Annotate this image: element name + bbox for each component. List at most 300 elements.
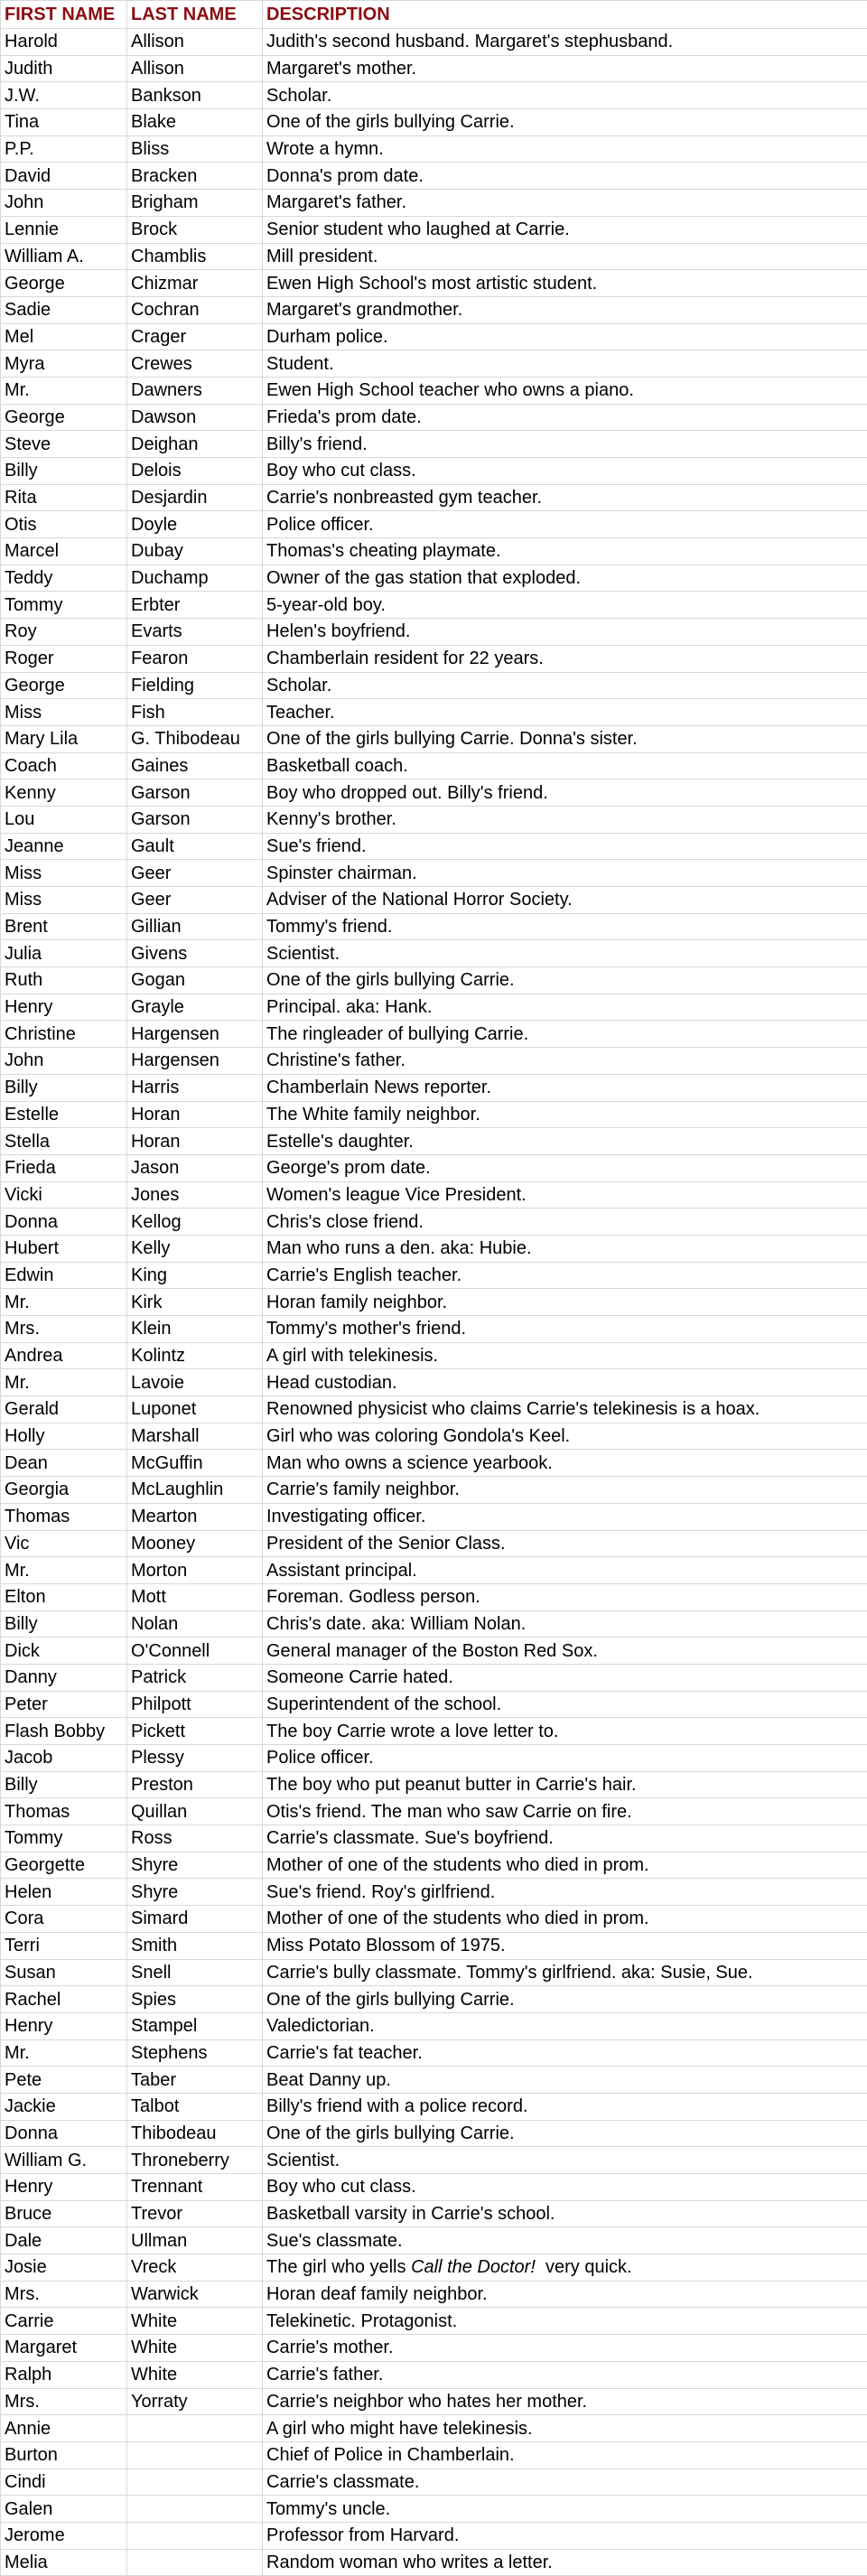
first-name-cell[interactable]: Estelle [1,1101,127,1128]
description-cell[interactable]: Sue's friend. Roy's girlfriend. [263,1879,867,1906]
description-cell[interactable]: Carrie's mother. [263,2335,867,2362]
first-name-cell[interactable]: Stella [1,1128,127,1155]
description-cell[interactable]: One of the girls bullying Carrie. [263,109,867,136]
last-name-cell[interactable]: Morton [127,1557,263,1584]
description-cell[interactable]: Sue's classmate. [263,2227,867,2254]
first-name-cell[interactable]: Miss [1,699,127,726]
first-name-cell[interactable]: William G. [1,2147,127,2174]
description-cell[interactable]: Foreman. Godless person. [263,1583,867,1610]
description-cell[interactable]: Tommy's friend. [263,913,867,940]
description-cell[interactable]: Carrie's family neighbor. [263,1477,867,1504]
description-cell[interactable]: Carrie's English teacher. [263,1262,867,1289]
last-name-cell[interactable]: Stephens [127,2039,263,2067]
first-name-cell[interactable]: Teddy [1,565,127,592]
last-name-cell[interactable]: Harris [127,1074,263,1101]
description-cell[interactable]: Chamberlain News reporter. [263,1074,867,1101]
last-name-cell[interactable]: Pickett [127,1718,263,1745]
first-name-cell[interactable]: Rachel [1,1986,127,2013]
first-name-cell[interactable]: Ralph [1,2361,127,2388]
first-name-cell[interactable]: Mary Lila [1,725,127,752]
description-cell[interactable]: Margaret's father. [263,190,867,217]
description-cell[interactable]: Scholar. [263,82,867,109]
last-name-cell[interactable]: Yorraty [127,2388,263,2415]
last-name-cell[interactable]: Taber [127,2067,263,2094]
last-name-cell[interactable]: Gogan [127,967,263,994]
description-cell[interactable]: Carrie's father. [263,2361,867,2388]
last-name-cell[interactable]: Spies [127,1986,263,2013]
first-name-cell[interactable]: Donna [1,2120,127,2147]
first-name-cell[interactable]: Coach [1,752,127,779]
last-name-cell[interactable]: Kellog [127,1209,263,1236]
first-name-cell[interactable]: Thomas [1,1503,127,1530]
last-name-cell[interactable]: Bliss [127,135,263,163]
description-cell[interactable]: Margaret's grandmother. [263,296,867,323]
first-name-cell[interactable]: Jeanne [1,833,127,860]
first-name-cell[interactable]: John [1,1048,127,1075]
description-cell[interactable]: Police officer. [263,1745,867,1772]
first-name-cell[interactable]: Sadie [1,296,127,323]
description-cell[interactable]: A girl who might have telekinesis. [263,2415,867,2442]
description-cell[interactable]: A girl with telekinesis. [263,1342,867,1369]
description-cell[interactable]: Student. [263,350,867,378]
last-name-cell[interactable]: Brock [127,216,263,243]
description-cell[interactable]: Judith's second husband. Margaret's stephusband. [263,29,867,56]
last-name-cell[interactable]: Thibodeau [127,2120,263,2147]
table-row [1,1235,867,1262]
last-name-cell[interactable]: Plessy [127,1745,263,1772]
last-name-cell[interactable]: Kirk [127,1289,263,1316]
first-name-cell[interactable]: Mr. [1,1369,127,1396]
description-cell[interactable]: Basketball coach. [263,752,867,779]
first-name-cell[interactable]: Otis [1,511,127,538]
last-name-cell[interactable]: Warwick [127,2281,263,2308]
first-name-cell[interactable]: Billy [1,1771,127,1798]
first-name-cell[interactable]: Bruce [1,2200,127,2227]
first-name-header[interactable]: FIRST NAME [1,1,127,29]
last-name-cell[interactable]: Desjardin [127,484,263,511]
first-name-cell[interactable]: Billy [1,1610,127,1638]
table-row [1,725,867,752]
first-name-cell[interactable]: George [1,270,127,297]
last-name-cell[interactable] [127,2469,263,2496]
first-name-cell[interactable]: Peter [1,1691,127,1718]
first-name-cell[interactable]: Billy [1,458,127,485]
last-name-cell[interactable]: Trevor [127,2200,263,2227]
last-name-cell[interactable]: White [127,2308,263,2335]
description-cell[interactable]: Tommy's uncle. [263,2496,867,2523]
description-cell[interactable]: Principal. aka: Hank. [263,994,867,1021]
last-name-cell[interactable]: Trennant [127,2174,263,2201]
first-name-cell[interactable]: Rita [1,484,127,511]
last-name-cell[interactable]: Stampel [127,2012,263,2039]
first-name-cell[interactable]: P.P. [1,135,127,163]
last-name-cell[interactable]: Luponet [127,1396,263,1423]
first-name-cell[interactable]: Frieda [1,1154,127,1181]
last-name-cell[interactable]: Crager [127,323,263,350]
first-name-cell[interactable]: Jacob [1,1745,127,1772]
first-name-cell[interactable]: Helen [1,1879,127,1906]
description-cell[interactable]: Police officer. [263,511,867,538]
first-name-cell[interactable]: Dale [1,2227,127,2254]
table-row [1,1342,867,1369]
description-cell[interactable]: Women's league Vice President. [263,1181,867,1209]
first-name-cell[interactable]: Mrs. [1,2281,127,2308]
description-cell[interactable]: Horan deaf family neighbor. [263,2281,867,2308]
first-name-cell[interactable]: Galen [1,2496,127,2523]
table-row [1,2522,867,2549]
description-cell[interactable]: Donna's prom date. [263,163,867,190]
first-name-cell[interactable]: John [1,190,127,217]
last-name-cell[interactable]: Mearton [127,1503,263,1530]
first-name-cell[interactable]: Melia [1,2549,127,2576]
description-cell[interactable]: Mother of one of the students who died in prom. [263,1906,867,1933]
description-cell[interactable]: Carrie's nonbreasted gym teacher. [263,484,867,511]
description-cell[interactable]: Ewen High School teacher who owns a piano. [263,377,867,404]
last-name-cell[interactable]: King [127,1262,263,1289]
description-cell[interactable]: One of the girls bullying Carrie. [263,1986,867,2013]
description-cell[interactable]: President of the Senior Class. [263,1530,867,1557]
first-name-cell[interactable]: Mr. [1,1557,127,1584]
first-name-cell[interactable]: Gerald [1,1396,127,1423]
last-name-cell[interactable]: McLaughlin [127,1477,263,1504]
last-name-cell[interactable]: Geer [127,887,263,914]
description-cell[interactable]: Telekinetic. Protagonist. [263,2308,867,2335]
last-name-cell[interactable]: White [127,2361,263,2388]
first-name-cell[interactable]: Christine [1,1021,127,1048]
description-cell[interactable]: Kenny's brother. [263,806,867,833]
description-cell[interactable]: Boy who dropped out. Billy's friend. [263,779,867,807]
last-name-cell[interactable]: Horan [127,1101,263,1128]
first-name-cell[interactable]: Elton [1,1583,127,1610]
last-name-cell[interactable]: Geer [127,860,263,887]
first-name-cell[interactable]: Cindi [1,2469,127,2496]
description-cell[interactable]: General manager of the Boston Red Sox. [263,1638,867,1665]
last-name-cell[interactable]: Chamblis [127,243,263,270]
last-name-cell[interactable] [127,2549,263,2576]
first-name-cell[interactable]: Terri [1,1932,127,1959]
description-cell[interactable]: Adviser of the National Horror Society. [263,887,867,914]
table-row [1,779,867,807]
last-name-cell[interactable]: Snell [127,1959,263,1986]
first-name-cell[interactable]: David [1,163,127,190]
first-name-cell[interactable]: Dean [1,1450,127,1477]
last-name-header[interactable]: LAST NAME [127,1,263,29]
description-cell[interactable]: Estelle's daughter. [263,1128,867,1155]
last-name-cell[interactable]: Allison [127,29,263,56]
description-cell[interactable]: Senior student who laughed at Carrie. [263,216,867,243]
description-cell[interactable]: Billy's friend with a police record. [263,2093,867,2120]
first-name-cell[interactable]: Mrs. [1,1316,127,1343]
last-name-cell[interactable]: Duchamp [127,565,263,592]
description-cell[interactable] [263,2254,867,2282]
first-name-cell[interactable]: Henry [1,994,127,1021]
last-name-cell[interactable] [127,2415,263,2442]
description-cell[interactable]: Someone Carrie hated. [263,1664,867,1691]
first-name-cell[interactable]: Holly [1,1423,127,1450]
description-cell[interactable]: Durham police. [263,323,867,350]
first-name-cell[interactable]: Georgette [1,1852,127,1879]
description-cell[interactable]: Boy who cut class. [263,458,867,485]
last-name-cell[interactable] [127,2522,263,2549]
last-name-cell[interactable]: Gaines [127,752,263,779]
description-cell[interactable]: 5-year-old boy. [263,592,867,619]
first-name-cell[interactable]: Annie [1,2415,127,2442]
description-cell[interactable]: Valedictorian. [263,2012,867,2039]
last-name-cell[interactable]: Patrick [127,1664,263,1691]
first-name-cell[interactable]: Thomas [1,1798,127,1825]
table-row [1,2093,867,2120]
description-header[interactable]: DESCRIPTION [263,1,867,29]
last-name-cell[interactable]: Jones [127,1181,263,1209]
description-cell[interactable]: Sue's friend. [263,833,867,860]
last-name-cell[interactable]: Hargensen [127,1048,263,1075]
description-cell[interactable]: One of the girls bullying Carrie. [263,967,867,994]
last-name-cell[interactable]: Dubay [127,538,263,565]
description-cell[interactable]: Owner of the gas station that exploded. [263,565,867,592]
first-name-cell[interactable]: Donna [1,1209,127,1236]
first-name-cell[interactable]: Jackie [1,2093,127,2120]
description-cell[interactable]: Carrie's fat teacher. [263,2039,867,2067]
last-name-cell[interactable]: O'Connell [127,1638,263,1665]
last-name-cell[interactable]: Fearon [127,645,263,672]
last-name-cell[interactable]: Allison [127,55,263,82]
table-row [1,2335,867,2362]
description-cell[interactable]: Chief of Police in Chamberlain. [263,2441,867,2469]
first-name-cell[interactable]: Hubert [1,1235,127,1262]
description-cell[interactable]: Helen's boyfriend. [263,619,867,646]
description-cell[interactable]: Otis's friend. The man who saw Carrie on fire. [263,1798,867,1825]
last-name-cell[interactable]: Philpott [127,1691,263,1718]
description-cell[interactable]: Assistant principal. [263,1557,867,1584]
table-row [1,1128,867,1155]
first-name-cell[interactable]: Vic [1,1530,127,1557]
description-cell[interactable]: Renowned physicist who claims Carrie's telekinesis is a hoax. [263,1396,867,1423]
first-name-cell[interactable]: Dick [1,1638,127,1665]
last-name-cell[interactable]: Hargensen [127,1021,263,1048]
last-name-cell[interactable]: Gillian [127,913,263,940]
description-cell[interactable]: The ringleader of bullying Carrie. [263,1021,867,1048]
description-cell[interactable]: George's prom date. [263,1154,867,1181]
description-cell[interactable]: Professor from Harvard. [263,2522,867,2549]
description-cell[interactable]: Wrote a hymn. [263,135,867,163]
description-cell[interactable]: Head custodian. [263,1369,867,1396]
last-name-cell[interactable]: Cochran [127,296,263,323]
last-name-cell[interactable]: Kelly [127,1235,263,1262]
first-name-cell[interactable]: Marcel [1,538,127,565]
last-name-cell[interactable]: Fielding [127,672,263,699]
description-cell[interactable]: Beat Danny up. [263,2067,867,2094]
first-name-cell[interactable]: William A. [1,243,127,270]
last-name-cell[interactable]: Vreck [127,2254,263,2282]
first-name-cell[interactable]: Lou [1,806,127,833]
last-name-cell[interactable]: Grayle [127,994,263,1021]
first-name-cell[interactable]: Margaret [1,2335,127,2362]
description-cell[interactable]: Random woman who writes a letter. [263,2549,867,2576]
last-name-cell[interactable]: Fish [127,699,263,726]
last-name-cell[interactable]: Delois [127,458,263,485]
first-name-cell[interactable]: Judith [1,55,127,82]
last-name-cell[interactable]: Lavoie [127,1369,263,1396]
last-name-cell[interactable]: Blake [127,109,263,136]
last-name-cell[interactable]: Dawson [127,404,263,431]
last-name-cell[interactable]: Doyle [127,511,263,538]
first-name-cell[interactable]: Julia [1,940,127,967]
first-name-cell[interactable]: Henry [1,2012,127,2039]
first-name-cell[interactable]: Miss [1,887,127,914]
description-cell[interactable]: The boy who put peanut butter in Carrie's hair. [263,1771,867,1798]
last-name-cell[interactable]: Crewes [127,350,263,378]
description-cell[interactable]: The boy Carrie wrote a love letter to. [263,1718,867,1745]
last-name-cell[interactable]: Gault [127,833,263,860]
first-name-cell[interactable]: Kenny [1,779,127,807]
first-name-cell[interactable]: Vicki [1,1181,127,1209]
description-cell[interactable]: Man who runs a den. aka: Hubie. [263,1235,867,1262]
description-cell[interactable]: Ewen High School's most artistic student. [263,270,867,297]
last-name-cell[interactable]: Brigham [127,190,263,217]
description-cell[interactable]: Scientist. [263,940,867,967]
description-cell[interactable]: Mill president. [263,243,867,270]
first-name-cell[interactable]: Steve [1,431,127,458]
last-name-cell[interactable]: Bankson [127,82,263,109]
description-cell[interactable]: Carrie's classmate. Sue's boyfriend. [263,1825,867,1853]
table-row [1,1262,867,1289]
description-cell[interactable]: Carrie's classmate. [263,2469,867,2496]
first-name-cell[interactable]: Lennie [1,216,127,243]
first-name-cell[interactable]: Mr. [1,2039,127,2067]
last-name-cell[interactable]: Garson [127,806,263,833]
description-cell[interactable]: Frieda's prom date. [263,404,867,431]
description-cell[interactable]: Spinster chairman. [263,860,867,887]
last-name-cell[interactable]: G. Thibodeau [127,725,263,752]
first-name-cell[interactable]: Mrs. [1,2388,127,2415]
description-cell[interactable]: Miss Potato Blossom of 1975. [263,1932,867,1959]
description-cell[interactable]: Superintendent of the school. [263,1691,867,1718]
last-name-cell[interactable]: Marshall [127,1423,263,1450]
first-name-cell[interactable]: Pete [1,2067,127,2094]
first-name-cell[interactable]: Tina [1,109,127,136]
description-cell[interactable]: The White family neighbor. [263,1101,867,1128]
first-name-cell[interactable]: Miss [1,860,127,887]
description-cell[interactable]: Scholar. [263,672,867,699]
first-name-cell[interactable]: Jerome [1,2522,127,2549]
description-cell[interactable]: Tommy's mother's friend. [263,1316,867,1343]
first-name-cell[interactable]: Andrea [1,1342,127,1369]
first-name-cell[interactable]: Josie [1,2254,127,2282]
description-cell[interactable]: Girl who was coloring Gondola's Keel. [263,1423,867,1450]
last-name-cell[interactable]: Klein [127,1316,263,1343]
last-name-cell[interactable]: Ullman [127,2227,263,2254]
description-cell[interactable]: One of the girls bullying Carrie. Donna's sister. [263,725,867,752]
description-cell[interactable]: Carrie's neighbor who hates her mother. [263,2388,867,2415]
description-cell[interactable]: Horan family neighbor. [263,1289,867,1316]
first-name-cell[interactable]: Billy [1,1074,127,1101]
first-name-cell[interactable]: Tommy [1,592,127,619]
description-cell[interactable]: One of the girls bullying Carrie. [263,2120,867,2147]
last-name-cell[interactable]: Mooney [127,1530,263,1557]
first-name-cell[interactable]: Harold [1,29,127,56]
description-cell[interactable]: Chris's date. aka: William Nolan. [263,1610,867,1638]
description-cell[interactable]: Scientist. [263,2147,867,2174]
table-row [1,1209,867,1236]
first-name-cell[interactable]: Tommy [1,1825,127,1853]
description-cell[interactable]: Basketball varsity in Carrie's school. [263,2200,867,2227]
description-cell[interactable]: Man who owns a science yearbook. [263,1450,867,1477]
last-name-cell[interactable]: Nolan [127,1610,263,1638]
last-name-cell[interactable]: Erbter [127,592,263,619]
last-name-cell[interactable]: Dawners [127,377,263,404]
last-name-cell[interactable]: Shyre [127,1879,263,1906]
description-cell[interactable]: Mother of one of the students who died in prom. [263,1852,867,1879]
last-name-cell[interactable]: Horan [127,1128,263,1155]
first-name-cell[interactable]: George [1,672,127,699]
last-name-cell[interactable]: Givens [127,940,263,967]
first-name-cell[interactable]: Cora [1,1906,127,1933]
first-name-cell[interactable]: Mr. [1,377,127,404]
last-name-cell[interactable]: Kolintz [127,1342,263,1369]
first-name-cell[interactable]: Danny [1,1664,127,1691]
description-cell[interactable]: Teacher. [263,699,867,726]
first-name-cell[interactable]: George [1,404,127,431]
last-name-cell[interactable]: Garson [127,779,263,807]
last-name-cell[interactable]: Quillan [127,1798,263,1825]
last-name-cell[interactable]: McGuffin [127,1450,263,1477]
table-row [1,1798,867,1825]
last-name-cell[interactable] [127,2496,263,2523]
last-name-cell[interactable]: Talbot [127,2093,263,2120]
description-cell[interactable]: Boy who cut class. [263,2174,867,2201]
last-name-cell[interactable] [127,2441,263,2469]
last-name-cell[interactable]: Bracken [127,163,263,190]
last-name-cell[interactable]: Jason [127,1154,263,1181]
last-name-cell[interactable]: Simard [127,1906,263,1933]
first-name-cell[interactable]: Burton [1,2441,127,2469]
first-name-cell[interactable]: Flash Bobby [1,1718,127,1745]
description-cell[interactable]: Thomas's cheating playmate. [263,538,867,565]
last-name-cell[interactable]: Shyre [127,1852,263,1879]
last-name-cell[interactable]: Deighan [127,431,263,458]
first-name-cell[interactable]: Brent [1,913,127,940]
description-cell[interactable]: Christine's father. [263,1048,867,1075]
description-cell[interactable]: Billy's friend. [263,431,867,458]
first-name-cell[interactable]: Carrie [1,2308,127,2335]
last-name-cell[interactable]: Ross [127,1825,263,1853]
table-row [1,404,867,431]
first-name-cell[interactable]: Edwin [1,1262,127,1289]
last-name-cell[interactable]: Preston [127,1771,263,1798]
last-name-cell[interactable]: Mott [127,1583,263,1610]
last-name-cell[interactable]: Chizmar [127,270,263,297]
last-name-cell[interactable]: Smith [127,1932,263,1959]
first-name-cell[interactable]: J.W. [1,82,127,109]
first-name-cell[interactable]: Georgia [1,1477,127,1504]
description-cell[interactable]: Chamberlain resident for 22 years. [263,645,867,672]
last-name-cell[interactable]: Throneberry [127,2147,263,2174]
description-cell[interactable]: Chris's close friend. [263,1209,867,1236]
first-name-cell[interactable]: Myra [1,350,127,378]
description-cell[interactable]: Investigating officer. [263,1503,867,1530]
first-name-cell[interactable]: Henry [1,2174,127,2201]
last-name-cell[interactable]: Evarts [127,619,263,646]
description-cell[interactable]: Carrie's bully classmate. Tommy's girlfriend. aka: Susie, Sue. [263,1959,867,1986]
first-name-cell[interactable]: Roger [1,645,127,672]
first-name-cell[interactable]: Mr. [1,1289,127,1316]
description-cell[interactable]: Margaret's mother. [263,55,867,82]
first-name-cell[interactable]: Roy [1,619,127,646]
first-name-cell[interactable]: Mel [1,323,127,350]
first-name-cell[interactable]: Susan [1,1959,127,1986]
first-name-cell[interactable]: Ruth [1,967,127,994]
last-name-cell[interactable]: White [127,2335,263,2362]
